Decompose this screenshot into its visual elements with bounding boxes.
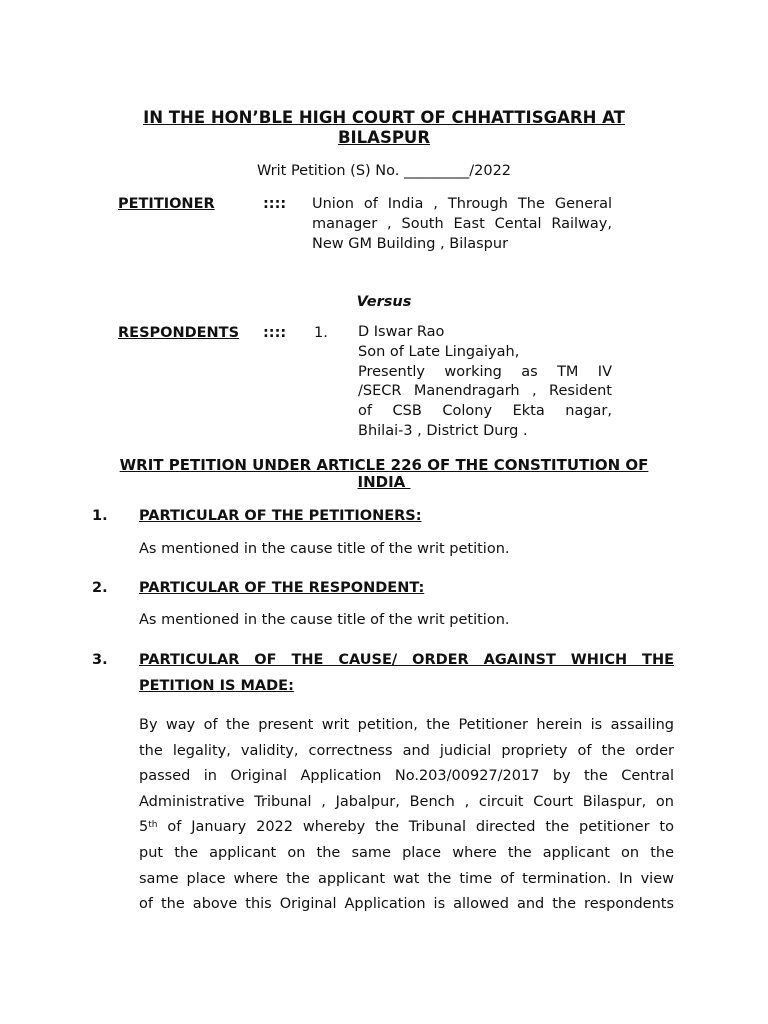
- section-heading-line2: PETITION IS MADE:: [139, 678, 294, 694]
- section-heading: PARTICULAR OF THE PETITIONERS:: [139, 508, 422, 524]
- respondent-line: Presently working as TM IV: [358, 363, 612, 380]
- paragraph-line: Administrative Tribunal , Jabalpur, Bench , circuit Court Bilaspur, on: [139, 793, 674, 810]
- section-number: 1.: [92, 508, 108, 524]
- petitioner-label: PETITIONER: [118, 196, 215, 212]
- petitioner-details: [312, 194, 612, 254]
- petitioner-line: Union of India , Through The General: [312, 196, 612, 212]
- court-title-line2: BILASPUR: [337, 128, 431, 147]
- versus-label: Versus: [356, 294, 412, 310]
- paragraph-line: same place where the applicant wat the time of termination. In view: [139, 870, 674, 887]
- petitioner-line: manager , South East Cental Railway,: [312, 216, 612, 232]
- date-rest: of January 2022 whereby the Tribunal directed the petitioner to: [157, 819, 674, 836]
- body-paragraph: [139, 713, 674, 918]
- paragraph-line: By way of the present writ petition, the Petitioner herein is assailing: [139, 717, 674, 733]
- petition-heading: [0, 457, 768, 491]
- respondents-label: RESPONDENTS: [118, 325, 240, 341]
- respondent-line: D Iswar Rao: [358, 324, 445, 340]
- respondent-line: Son of Late Lingaiyah,: [358, 343, 520, 360]
- paragraph-line: put the applicant on the same place where the applicant on the: [139, 844, 674, 861]
- respondent-line: /SECR Manendragarh , Resident: [358, 383, 612, 400]
- respondents-colon: ::::: [263, 325, 287, 341]
- respondent-number: 1.: [314, 325, 328, 341]
- petitioner-line: New GM Building , Bilaspur: [312, 236, 509, 252]
- respondent-line: Bhilai-3 , District Durg .: [358, 422, 528, 439]
- court-title: [0, 108, 768, 148]
- respondent-line: of CSB Colony Ekta nagar,: [358, 403, 612, 420]
- court-title-line1: IN THE HON’BLE HIGH COURT OF CHHATTISGARH AT: [143, 108, 625, 127]
- writ-petition-number: Writ Petition (S) No. _________/2022: [256, 163, 512, 179]
- date-suffix: th: [148, 820, 158, 831]
- petition-heading-line2: INDIA: [357, 473, 411, 491]
- section-heading: [139, 652, 674, 668]
- paragraph-line: passed in Original Application No.203/00927/2017 by the Central: [139, 768, 674, 785]
- petition-heading-line1: WRIT PETITION UNDER ARTICLE 226 OF THE CONSTITUTION OF: [119, 456, 649, 474]
- paragraph-line: [139, 815, 674, 841]
- petitioner-colon: ::::: [263, 196, 287, 212]
- respondent-details: [358, 323, 612, 442]
- paragraph-line: the legality, validity, correctness and judicial propriety of the order: [139, 742, 674, 759]
- section-heading-line1: PARTICULAR OF THE CAUSE/ ORDER AGAINST WHICH THE: [139, 652, 674, 668]
- section-text: As mentioned in the cause title of the writ petition.: [139, 541, 510, 557]
- date-day: 5: [139, 819, 149, 836]
- paragraph-line: of the above this Original Application is allowed and the respondents: [139, 896, 674, 913]
- section-number: 3.: [92, 652, 108, 668]
- section-number: 2.: [92, 580, 108, 596]
- section-text: As mentioned in the cause title of the writ petition.: [139, 612, 510, 628]
- section-heading: PARTICULAR OF THE RESPONDENT:: [139, 580, 425, 596]
